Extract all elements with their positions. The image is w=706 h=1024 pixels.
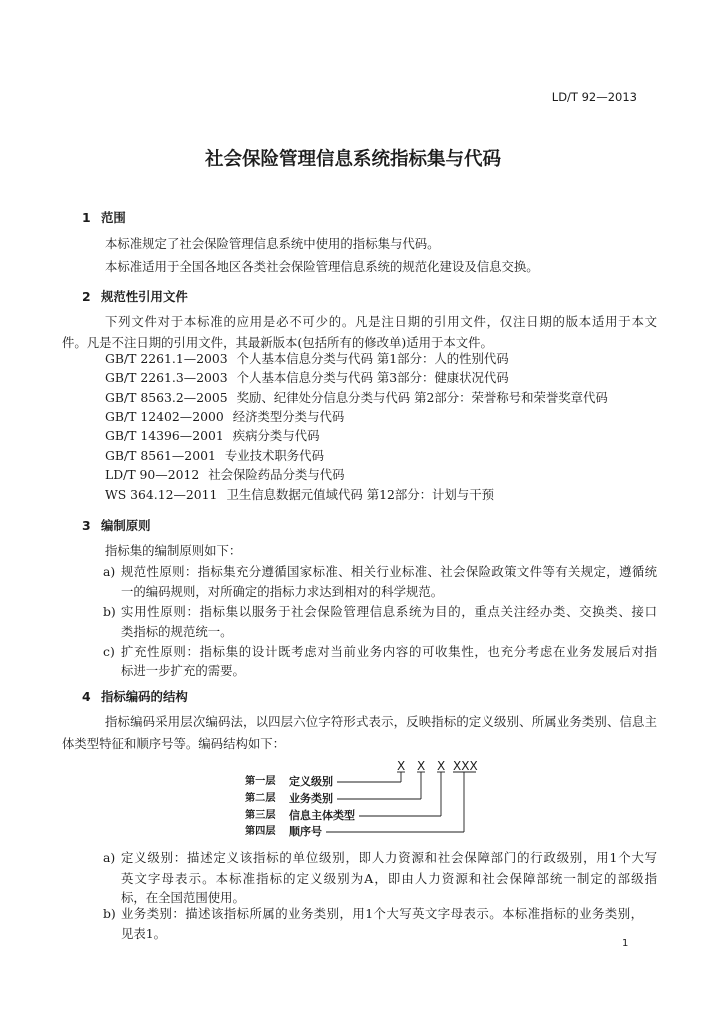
layer-level-label: 第一层 (245, 776, 276, 787)
section-title: 编制原则 (101, 518, 151, 533)
reference-code: GB/T 12402—2000 (105, 409, 224, 424)
reference-item (105, 467, 345, 483)
reference-code: WS 364.12—2011 (105, 487, 218, 502)
paragraph-line: 指标编码采用层次编码法，以四层六位字符形式表示，反映指标的定义级别、所属业务类别、信息主 (105, 714, 657, 729)
reference-title: 个人基本信息分类与代码 第3部分：健康状况代码 (236, 370, 509, 385)
reference-item (105, 370, 509, 386)
paragraph-line: 本标准适用于全国各地区各类社会保险管理信息系统的规范化建设及信息交换。 (105, 259, 539, 274)
list-marker: a) (103, 564, 116, 579)
reference-item (105, 390, 608, 406)
reference-title: 社会保险药品分类与代码 (208, 467, 345, 482)
section-heading (82, 210, 126, 226)
layer-meaning-label: 信息主体类型 (289, 809, 355, 822)
page-number: 1 (622, 938, 629, 949)
section-title: 规范性引用文件 (101, 289, 188, 304)
list-marker: a) (103, 850, 116, 865)
reference-item (105, 409, 344, 425)
standard-number: LD/T 92—2013 (551, 90, 637, 104)
list-item-line: 标进一步扩充的需要。 (121, 663, 245, 678)
code-part-layer-4: XXX (453, 759, 478, 773)
section-title: 范围 (101, 210, 126, 225)
list-item-line: 见表1。 (121, 926, 167, 941)
list-item-line: 业务类别：描述该指标所属的业务类别，用1个大写英文字母表示。本标准指标的业务类别， (121, 906, 643, 921)
list-item-line: 类指标的规范统一。 (121, 624, 233, 639)
list-marker: b) (103, 906, 116, 921)
list-item-line: 扩充性原则：指标集的设计既考虑对当前业务内容的可收集性，也充分考虑在业务发展后对指 (121, 644, 657, 659)
list-item-line: 标，在全国范围使用。 (121, 890, 245, 905)
reference-title: 奖励、纪律处分信息分类与代码 第2部分：荣誉称号和荣誉奖章代码 (236, 390, 608, 405)
section-number: 1 (82, 210, 91, 225)
list-item-line: 实用性原则：指标集以服务于社会保险管理信息系统为目的，重点关注经办类、交换类、接口 (121, 604, 657, 619)
reference-code: GB/T 8561—2001 (105, 448, 216, 463)
reference-title: 专业技术职务代码 (224, 448, 324, 463)
reference-code: GB/T 14396—2001 (105, 428, 224, 443)
list-item-line: 一的编码规则，对所确定的指标力求达到相对的科学规范。 (121, 584, 444, 599)
diagram-connector-lines (240, 756, 490, 842)
reference-title: 经济类型分类与代码 (232, 409, 345, 424)
paragraph-line: 指标集的编制原则如下： (105, 543, 242, 558)
layer-level-label: 第二层 (245, 793, 276, 804)
reference-title: 卫生信息数据元值域代码 第12部分：计划与干预 (226, 487, 494, 502)
reference-title: 疾病分类与代码 (232, 428, 320, 443)
paragraph-line: 本标准规定了社会保险管理信息系统中使用的指标集与代码。 (105, 236, 440, 251)
layer-level-label: 第四层 (245, 826, 276, 837)
reference-item (105, 487, 494, 503)
section-number: 3 (82, 518, 91, 533)
section-heading (82, 689, 188, 705)
section-number: 2 (82, 289, 91, 304)
section-title: 指标编码的结构 (101, 689, 188, 704)
list-item-line: 规范性原则：指标集充分遵循国家标准、相关行业标准、社会保险政策文件等有关规定，遵循统 (121, 564, 657, 579)
section-number: 4 (82, 689, 91, 704)
layer-meaning-label: 定义级别 (289, 775, 333, 788)
paragraph-line: 下列文件对于本标准的应用是必不可少的。凡是注日期的引用文件，仅注日期的版本适用于本文 (105, 314, 657, 329)
reference-code: GB/T 2261.3—2003 (105, 370, 228, 385)
paragraph-line: 体类型特征和顺序号等。编码结构如下： (62, 736, 286, 751)
reference-title: 个人基本信息分类与代码 第1部分：人的性别代码 (236, 351, 509, 366)
code-part-layer-1: X (397, 759, 406, 773)
code-part-layer-3: X (437, 759, 446, 773)
reference-code: GB/T 2261.1—2003 (105, 351, 228, 366)
reference-item (105, 351, 509, 367)
layer-meaning-label: 业务类别 (289, 792, 333, 805)
layer-level-label: 第三层 (245, 810, 276, 821)
list-item-line: 英文字母表示。本标准指标的定义级别为A，即由人力资源和社会保障部统一制定的部级指 (121, 871, 657, 886)
paragraph-line: 件。凡是不注日期的引用文件，其最新版本(包括所有的修改单)适用于本文件。 (62, 335, 493, 350)
section-heading (82, 518, 151, 534)
reference-code: LD/T 90—2012 (105, 467, 200, 482)
layer-meaning-label: 顺序号 (289, 825, 322, 838)
list-item-line: 定义级别：描述定义该指标的单位级别，即人力资源和社会保障部门的行政级别，用1个大写 (121, 850, 657, 865)
list-marker: c) (103, 644, 115, 659)
reference-code: GB/T 8563.2—2005 (105, 390, 228, 405)
page-title: 社会保险管理信息系统指标集与代码 (204, 149, 501, 170)
list-marker: b) (103, 604, 116, 619)
reference-item (105, 448, 324, 464)
section-heading (82, 289, 188, 305)
code-part-layer-2: X (417, 759, 426, 773)
reference-item (105, 428, 319, 444)
